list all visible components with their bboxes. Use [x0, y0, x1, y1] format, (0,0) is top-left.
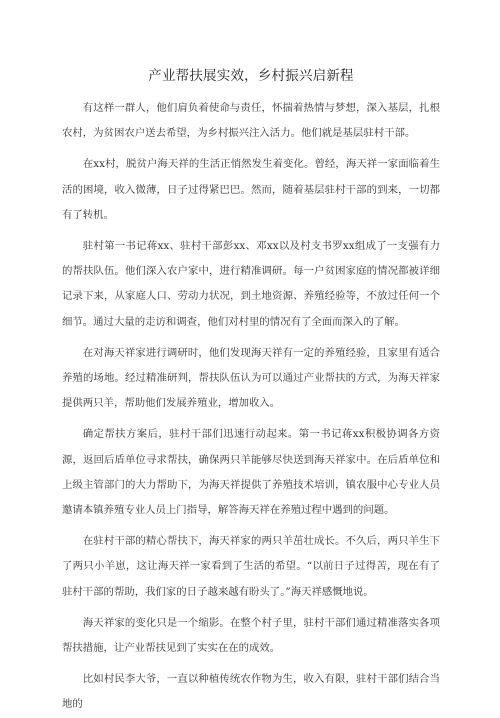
paragraph-6: 在驻村干部的精心帮扶下，海天祥家的两只羊茁壮成长。不久后，两只羊生下了两只小羊崽，这让海天祥一家看到了生活的希望。“以前日子过得苦，现在有了驻村干部的帮助，我们家的日子越来越有盼头了。”海天祥感慨地说。 [62, 535, 440, 598]
paragraph-2: 在xx村，脱贫户海天祥的生活正悄然发生着变化。曾经，海天祥一家面临着生活的困境，收入微薄，日子过得紧巴巴。然而，随着基层驻村干部的到来，一切都有了转机。 [62, 158, 440, 221]
paragraph-4: 在对海天祥家进行调研时，他们发现海天祥有一定的养殖经验，且家里有适合养殖的场地。经过精准研判，帮扶队伍认为可以通过产业帮扶的方式，为海天祥家提供两只羊，帮助他们发展养殖业，增加收入。 [62, 346, 440, 410]
paragraph-8: 比如村民李大爷，一直以种植传统农作物为生，收入有限，驻村干部们结合当地的 [62, 673, 440, 711]
paragraph-3: 驻村第一书记蒋xx、驻村干部彭xx、邓xx以及村支书罗xx组成了一支强有力的帮扶队伍。他们深入农户家中，进行精准调研。每一户贫困家庭的情况都被详细记录下来，从家庭人口、劳动力状况，到土地资源、养殖经验等，不放过任何一个细节。通过大量的走访和调查，他们对村里的情况有了全面而深入的了解。 [62, 240, 440, 328]
paragraph-1: 有这样一群人，他们肩负着使命与责任，怀揣着热情与梦想，深入基层，扎根农村，为贫困农户送去希望，为乡村振兴注入活力。他们就是基层驻村干部。 [62, 102, 440, 140]
document-title: 产业帮扶展实效，乡村振兴启新程 [148, 68, 354, 84]
paragraph-5: 确定帮扶方案后，驻村干部们迅速行动起来。第一书记蒋xx积极协调各方资源，返回后盾单位寻求帮扶，确保两只羊能够尽快送到海天祥家中。在后盾单位和上级主管部门的大力帮助下，为海天祥提供了养殖技术培训，镇农服中心专业人员邀请本镇养殖专业人员上门指导，解答海天祥在养殖过程中遇到的问题。 [62, 428, 440, 517]
paragraph-7: 海天祥家的变化只是一个缩影。在整个村子里，驻村干部们通过精准落实各项帮扶措施，让产业帮扶见到了实实在在的成效。 [62, 616, 440, 655]
